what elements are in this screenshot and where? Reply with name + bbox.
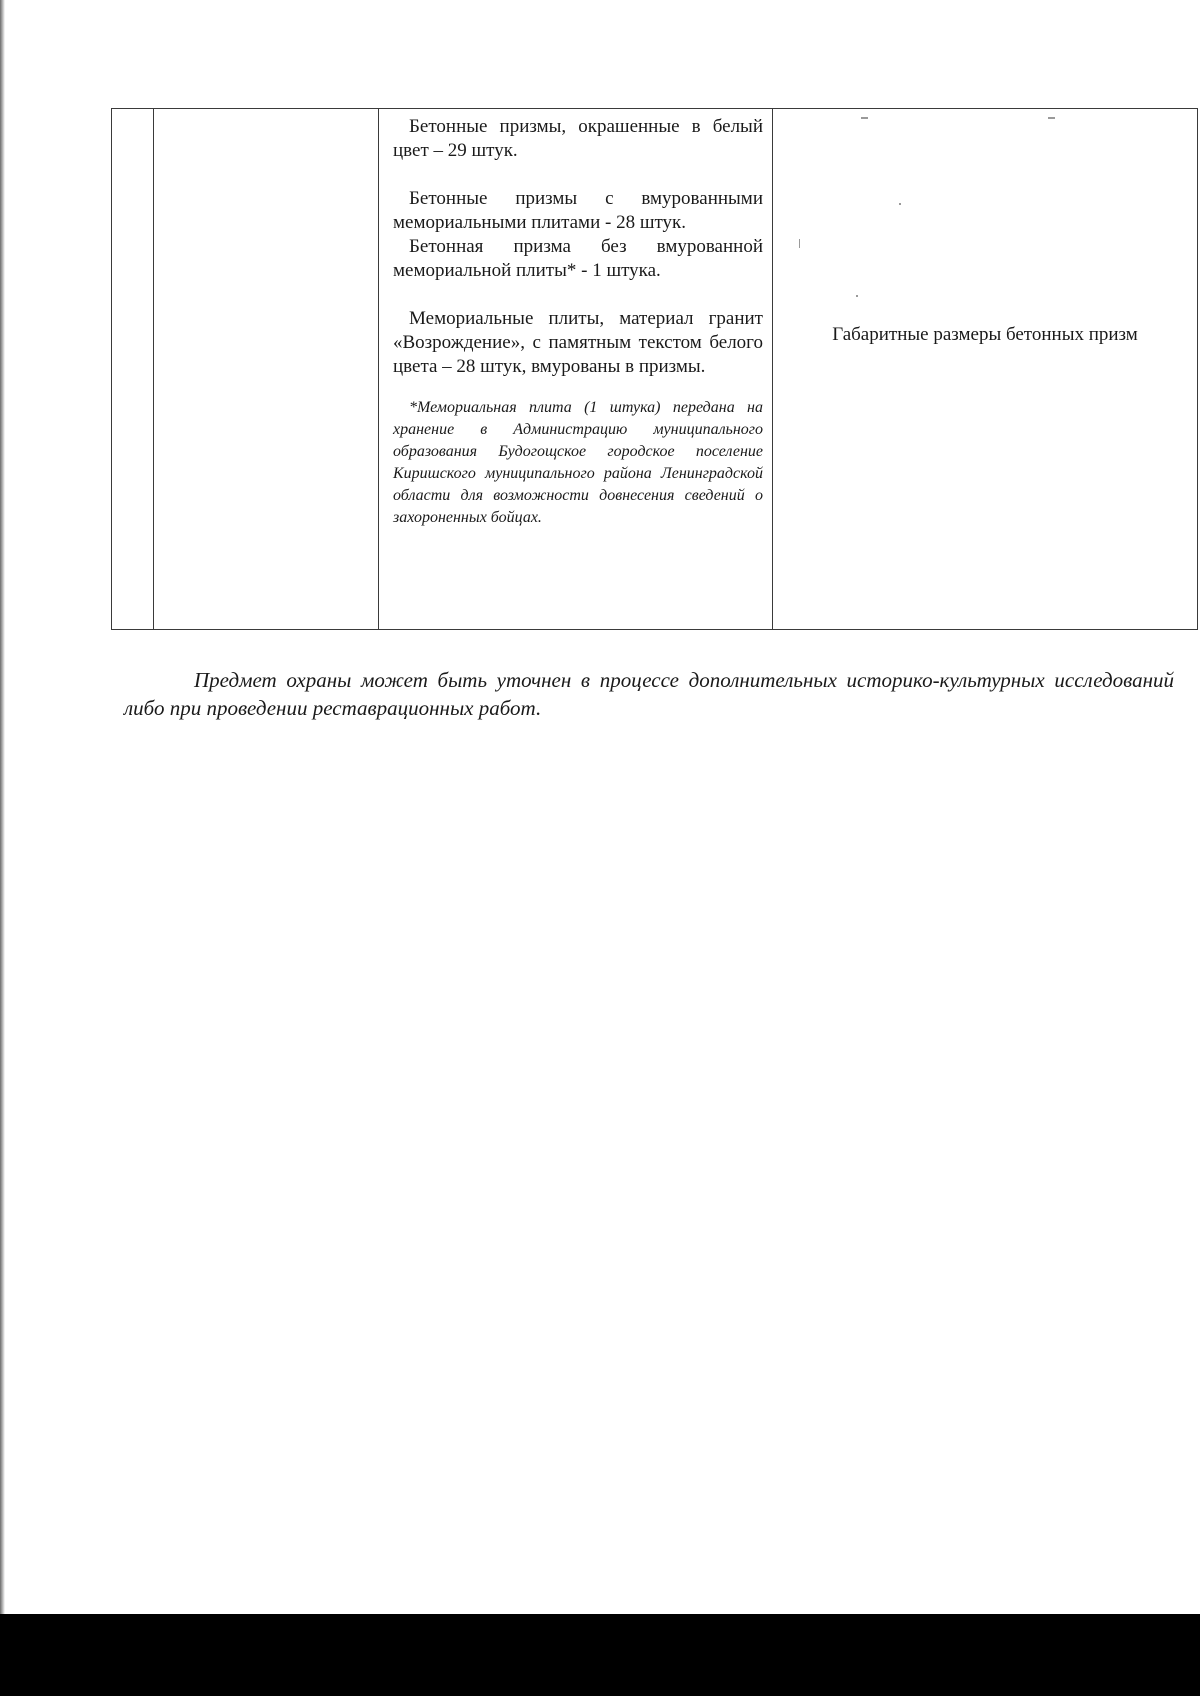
scan-speck <box>899 203 901 205</box>
description-cell <box>379 109 773 630</box>
table-row <box>112 109 1198 630</box>
scan-edge-shadow <box>0 0 5 1614</box>
scan-speck <box>856 295 858 297</box>
photo-cell <box>773 109 1198 630</box>
scan-speck <box>799 239 800 248</box>
footnote-paragraph: *Мемориальная плита (1 штука) передана на хранение в Администрацию муниципального образования Будогощское городское поселение Киришского муниципального района Ленинградской области для возможности довнесения сведений о захороненных бойцах. <box>393 399 763 526</box>
protection-subject-table <box>111 108 1198 630</box>
scan-speck <box>861 117 868 119</box>
description-paragraph: Бетонные призмы с вмурованными мемориальными плитами - 28 штук. <box>393 188 763 233</box>
photo-caption: Габаритные размеры бетонных призм <box>832 324 1138 345</box>
element-name-cell <box>154 109 379 630</box>
row-number-cell <box>112 109 154 630</box>
description-paragraph: Бетонная призма без вмурованной мемориальной плиты* - 1 штука. <box>393 236 763 281</box>
description-paragraph: Мемориальные плиты, материал гранит «Возрождение», с памятным текстом белого цвета – 28 штук, вмурованы в призмы. <box>393 308 763 377</box>
bottom-note: Предмет охраны может быть уточнен в процессе дополнительных историко-культурных исследований либо при проведении реставрационных работ. <box>124 668 1174 720</box>
scan-speck <box>1048 117 1055 119</box>
description-paragraph: Бетонные призмы, окрашенные в белый цвет – 29 штук. <box>393 116 763 161</box>
